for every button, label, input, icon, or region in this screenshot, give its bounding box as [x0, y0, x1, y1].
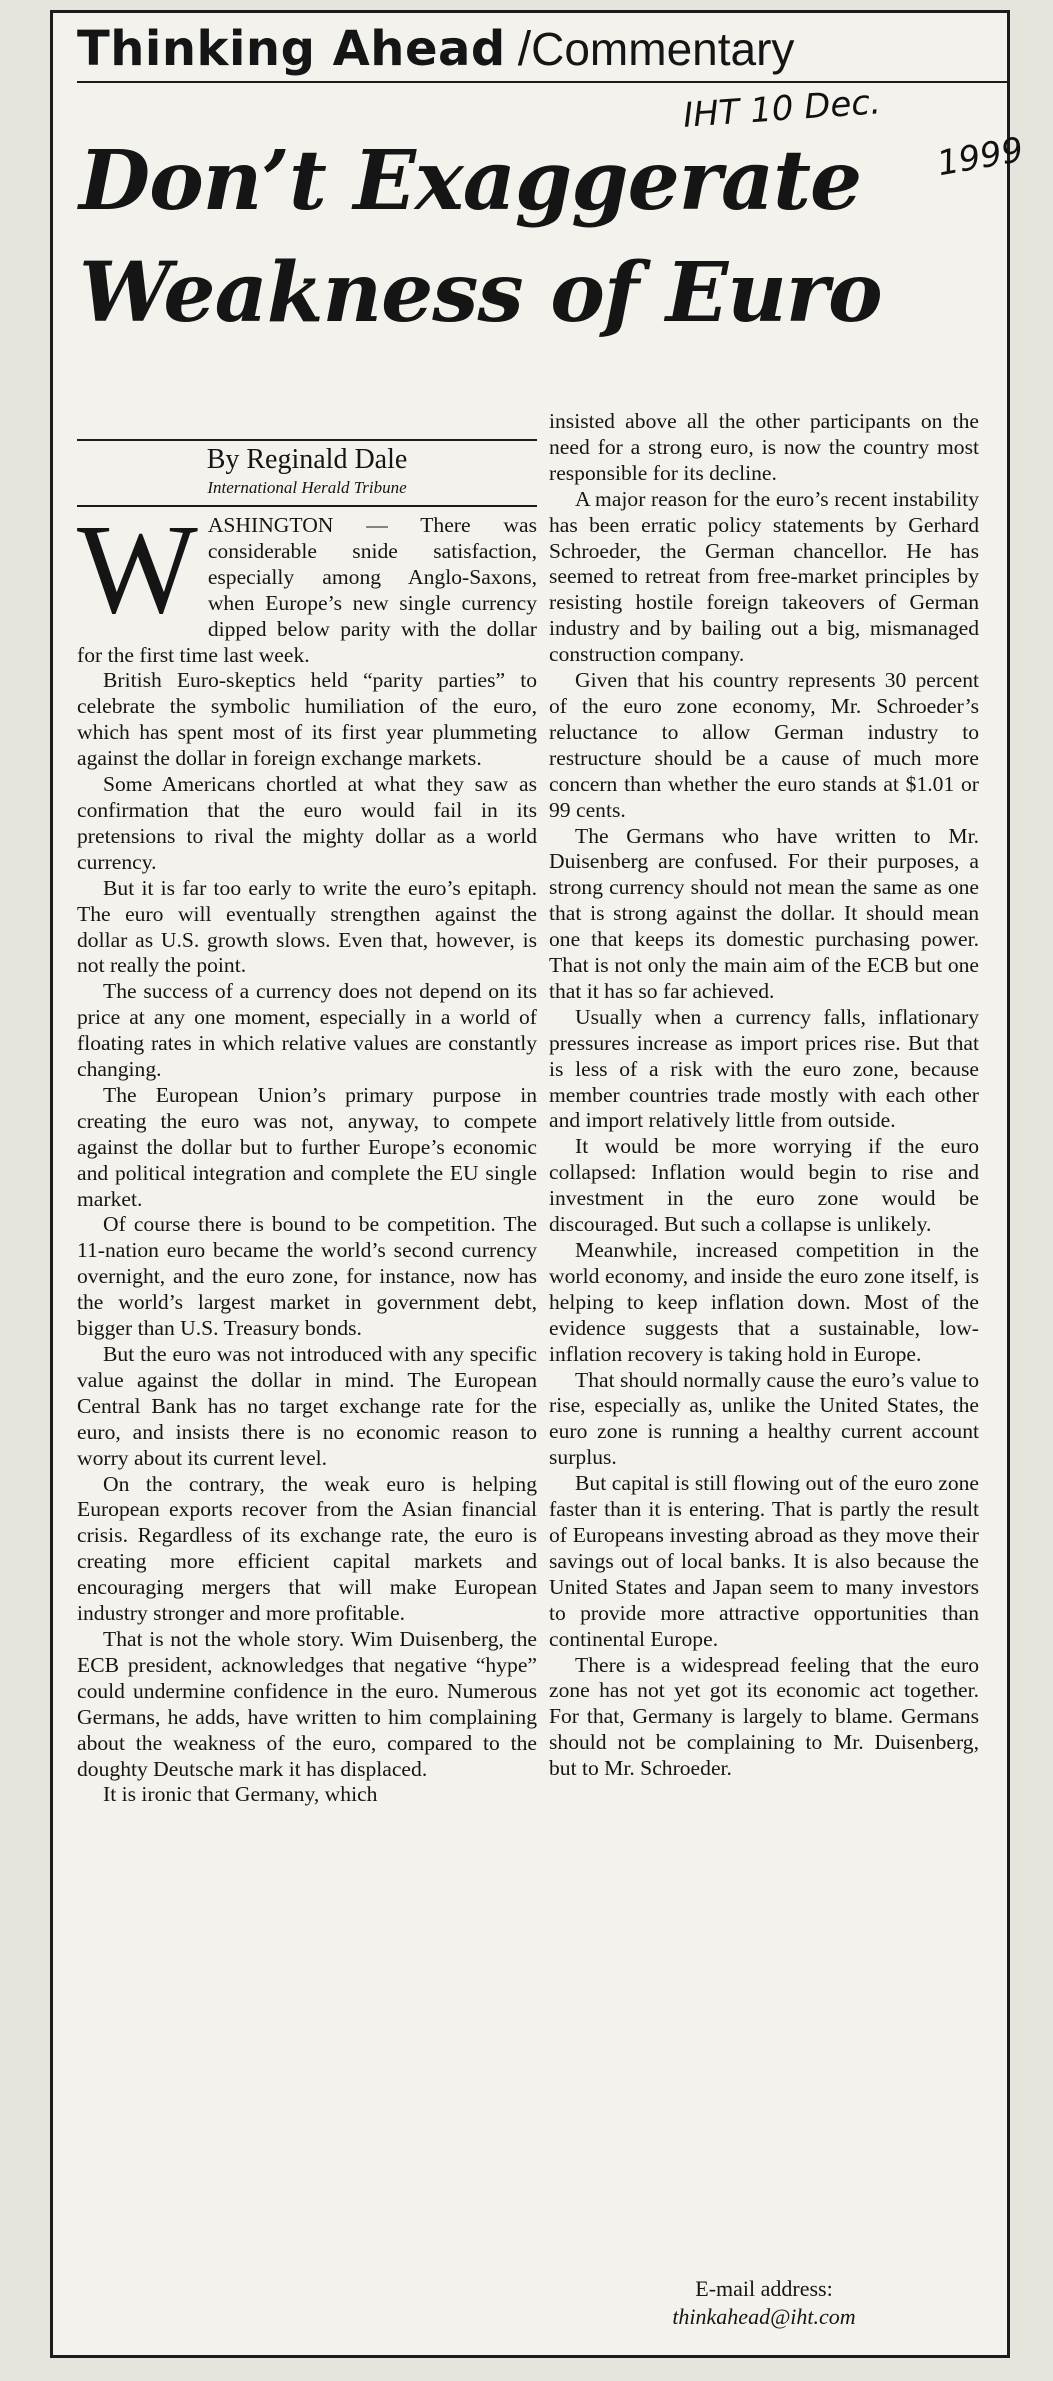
newspaper-clipping [50, 10, 1027, 2358]
article-paragraph: It would be more worrying if the euro collapsed: Inflation would begin to rise and investment in the euro zone would be discouraged. But such a collapse is unlikely. [549, 1134, 979, 1237]
handwritten-source-note: IHT 10 Dec. [681, 82, 882, 136]
article-paragraph: There is a widespread feeling that the euro zone has not yet got its economic act together. For that, Germany is largely to blame. Germans should not be complaining to Mr. Duisenberg, but to Mr. Schroeder. [549, 1652, 979, 1781]
paragraph-text: ASHINGTON — There was considerable snide satisfaction, especially among Anglo-Saxons, when Europe’s new single currency dipped below parity with the dollar for the first time last week. [77, 513, 537, 667]
article-paragraph: The success of a currency does not depend on its price at any one moment, especially in a world of floating rates in which relative values are constantly changing. [77, 979, 537, 1082]
article-paragraph: British Euro-skeptics held “parity parties” to celebrate the symbolic humiliation of the euro, which has spent most of its first year plummeting against the dollar in foreign exchange markets. [77, 668, 537, 771]
article-paragraph: A major reason for the euro’s recent instability has been erratic policy statements by Gerhard Schroeder, the German chancellor. He has seemed to retreat from free-market principles by resisting hostile foreign takeovers of German industry and by bailing out a big, mismanaged construction company. [549, 486, 979, 667]
article-paragraph: Given that his country represents 30 percent of the euro zone economy, Mr. Schroeder’s reluctance to allow German industry to restructure should be a cause of much more concern than whether the euro stands at $1.01 or 99 cents. [549, 668, 979, 822]
article-paragraph: Of course there is bound to be competition. The 11-nation euro became the world’s second currency overnight, and the euro zone, for instance, now has the world’s largest market in government debt, bigger than U.S. Treasury bonds. [77, 1212, 537, 1341]
article-paragraph: Meanwhile, increased competition in the world economy, and inside the euro zone itself, is helping to keep inflation down. Most of the evidence suggests that a sustainable, low-inflation recovery is taking hold in Europe. [549, 1238, 979, 1366]
article-paragraph: insisted above all the other participants on the need for a strong euro, is now the country most responsible for its decline. [549, 409, 979, 485]
article-paragraph: On the contrary, the weak euro is helping European exports recover from the Asian financial crisis. Regardless of its exchange rate, the euro is creating more efficient capital markets and encouraging mergers that will make European industry stronger and more profitable. [77, 1471, 537, 1626]
article-paragraph: It is ironic that Germany, which [103, 1782, 378, 1807]
article-paragraph: Usually when a currency falls, inflationary pressures increase as import prices rise. But that is less of a risk with the euro zone, because member countries trade mostly with each other and import relatively little from outside. [549, 1004, 979, 1133]
handwritten-year-note: 1999 [934, 129, 1027, 185]
article-paragraph: But it is far too early to write the euro’s epitaph. The euro will eventually strengthen against the dollar as U.S. growth slows. Even that, however, is not really the point. [77, 875, 537, 978]
article-column-left [77, 498, 537, 1808]
headline [79, 125, 979, 349]
email-footer [549, 2275, 979, 2331]
article-paragraph: That should normally cause the euro’s value to rise, especially as, unlike the United States, the euro zone is running a healthy current account surplus. [549, 1367, 979, 1470]
article-paragraph: The European Union’s primary purpose in creating the euro was not, anyway, to compete against the dollar but to further Europe’s economic and political integration and complete the EU single market. [77, 1082, 537, 1211]
article-paragraph: Some Americans chortled at what they saw as confirmation that the euro would fail in its pretensions to rival the mighty dollar as a world currency. [77, 772, 537, 874]
article-paragraph: That is not the whole story. Wim Duisenberg, the ECB president, acknowledges that negative “hype” could undermine confidence in the euro. Numerous Germans, he adds, have written to him complaining about the weakness of the euro, compared to the doughty Deutsche mark it has displaced. [77, 1626, 537, 1781]
article-column-right [549, 409, 979, 1782]
email-label: E-mail address: [695, 2276, 833, 2301]
article-paragraph [77, 498, 537, 668]
article-paragraph: The Germans who have written to Mr. Duisenberg are confused. For their purposes, a strong currency should not mean the same as one that is strong against the dollar. It should mean one that keeps its domestic purchasing power. That is not only the main aim of the ECB but one that it has so far achieved. [549, 823, 979, 1003]
author-name: By Reginald Dale [206, 444, 408, 475]
headline-line-1: Don’t Exaggerate [79, 133, 862, 229]
headline-line-2: Weakness of Euro [79, 245, 882, 341]
section-rubric [77, 21, 794, 78]
publication-name: International Herald Tribune [207, 478, 407, 497]
section-subtitle: Commentary [531, 23, 795, 75]
byline [77, 439, 537, 499]
drop-cap: W [77, 498, 198, 640]
article-paragraph: But the euro was not introduced with any specific value against the dollar in mind. The European Central Bank has no target exchange rate for the euro, and insists there is no economic reason to worry about its current level. [77, 1342, 537, 1470]
section-title: Thinking Ahead [77, 21, 506, 77]
rubric-separator: / [517, 23, 532, 76]
article-paragraph: But capital is still flowing out of the euro zone faster than it is entering. That is partly the result of Europeans investing abroad as they move their savings out of local banks. It is also because the United States and Japan seem to many investors to provide more attractive opportunities than continental Europe. [549, 1471, 979, 1651]
email-address: thinkahead@iht.com [672, 2304, 856, 2329]
